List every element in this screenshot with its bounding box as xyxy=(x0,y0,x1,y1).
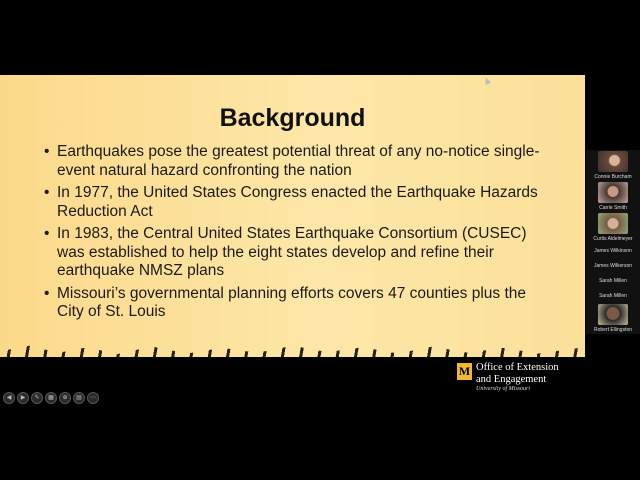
participant-name: Carrie Smith xyxy=(599,205,627,211)
mizzou-logo-icon: M xyxy=(458,364,471,378)
university-branding xyxy=(457,362,559,393)
participant-tile[interactable] xyxy=(586,258,640,273)
participant-name: Connie Burcham xyxy=(594,174,632,180)
participant-video xyxy=(598,304,628,325)
brand-line-1: Office of Extension xyxy=(476,362,559,373)
participant-tile[interactable] xyxy=(586,150,640,181)
participant-name: Sarah Millen xyxy=(599,278,627,284)
brand-line-3: University of Missouri xyxy=(476,386,530,392)
participant-gallery xyxy=(586,150,640,334)
pen-icon[interactable]: ✎ xyxy=(31,392,43,404)
participant-name: Curtis Aldelmeyer xyxy=(593,236,633,242)
brand-line-2: and Engagement xyxy=(476,373,547,385)
bullet-list xyxy=(44,143,544,326)
slides-icon[interactable]: ▦ xyxy=(45,392,57,404)
previous-icon[interactable]: ◀ xyxy=(3,392,15,404)
participant-tile[interactable] xyxy=(586,303,640,334)
participant-tile[interactable] xyxy=(586,273,640,288)
bullet-item: • Earthquakes pose the greatest potential threat of any no-notice single-event natural hazard confronting the nation xyxy=(44,143,544,180)
participant-name: James Wilkinson xyxy=(594,248,632,254)
bullet-item: • Missouri’s governmental planning efforts covers 47 counties plus the City of St. Louis xyxy=(44,285,544,322)
participant-tile[interactable] xyxy=(586,212,640,243)
participant-name: Sarah Millen xyxy=(599,293,627,299)
participant-video xyxy=(598,151,628,172)
participant-video xyxy=(598,213,628,234)
participant-tile[interactable] xyxy=(586,288,640,303)
participant-tile[interactable] xyxy=(586,181,640,212)
participant-name: Robert Ellingston xyxy=(593,327,633,333)
zoom-icon[interactable]: ⊕ xyxy=(59,392,71,404)
more-icon[interactable]: ⋯ xyxy=(87,392,99,404)
participant-video xyxy=(598,182,628,203)
slide-title: Background xyxy=(219,104,366,132)
presentation-toolbar xyxy=(3,392,99,404)
slide xyxy=(0,75,585,357)
bullet-item: • In 1977, the United States Congress enacted the Earthquake Hazards Reduction Act xyxy=(44,184,544,221)
next-icon[interactable]: ▶ xyxy=(17,392,29,404)
bullet-item: • In 1983, the Central United States Earthquake Consortium (CUSEC) was established to help the eight states develop and refine their earthquake NMSZ plans xyxy=(44,225,544,281)
subtitles-icon[interactable]: ▤ xyxy=(73,392,85,404)
participant-tile[interactable] xyxy=(586,243,640,258)
participant-name: James Wilkerson xyxy=(593,263,633,269)
